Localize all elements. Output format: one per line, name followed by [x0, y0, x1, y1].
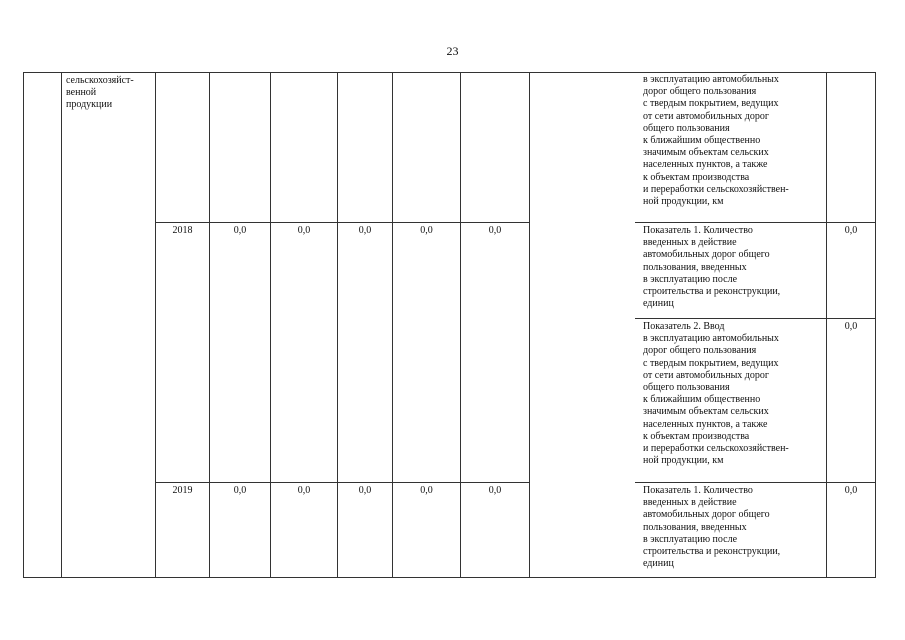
table-border-top — [23, 72, 876, 73]
indicator-text: Показатель 1. Количество введенных в действие автомобильных дорог общего пользования, введенных в эксплуатацию после строительства и реконструкции, единиц — [643, 225, 781, 310]
row-divider — [635, 482, 876, 483]
value-cell: 0,0 — [358, 225, 372, 236]
value-cell: 0,0 — [233, 225, 247, 236]
row-divider — [635, 222, 876, 223]
row-divider — [155, 482, 529, 483]
year-cell: 2019 — [172, 485, 193, 496]
program-table — [23, 72, 876, 578]
value-cell: 0,0 — [233, 485, 247, 496]
indicator-value: 0,0 — [844, 485, 858, 496]
column-divider — [270, 72, 271, 578]
column-divider — [337, 72, 338, 578]
column-divider — [61, 72, 62, 578]
value-cell: 0,0 — [297, 225, 311, 236]
column-divider — [460, 72, 461, 578]
value-cell: 0,0 — [358, 485, 372, 496]
row-divider — [155, 222, 529, 223]
column-divider — [392, 72, 393, 578]
indicator-divider — [635, 318, 876, 319]
column-divider — [529, 72, 530, 578]
table-border-left — [23, 72, 24, 578]
value-cell: 0,0 — [420, 225, 433, 236]
indicator-text: в эксплуатацию автомобильных дорог общего пользования с твердым покрытием, ведущих от сети автомобильных дорог общего пользования к ближайшим общественно значимым объектам сельских населенных пунктов, а также к объектам производства и переработки сельскохозяйствен- ной продукции, км — [643, 74, 789, 208]
value-cell: 0,0 — [488, 485, 502, 496]
event-name-cell: сельскохозяйст- венной продукции — [66, 75, 134, 111]
indicator-text: Показатель 1. Количество введенных в действие автомобильных дорог общего пользования, введенных в эксплуатацию после строительства и реконструкции, единиц — [643, 485, 781, 570]
value-cell: 0,0 — [488, 225, 502, 236]
column-divider — [155, 72, 156, 578]
indicator-text: Показатель 2. Ввод в эксплуатацию автомобильных дорог общего пользования с твердым покрытием, ведущих от сети автомобильных дорог общего пользования к ближайшим общественно значимым объектам сельских населенных пунктов, а также к объектам производства и переработки сельскохозяйствен- ной продукции, км — [643, 321, 789, 467]
page-number: 23 — [446, 44, 459, 58]
indicator-value: 0,0 — [844, 225, 858, 236]
column-divider — [209, 72, 210, 578]
table-border-right — [875, 72, 876, 578]
year-cell: 2018 — [172, 225, 193, 236]
indicator-value: 0,0 — [844, 321, 858, 332]
value-cell: 0,0 — [420, 485, 433, 496]
table-border-bottom — [23, 577, 876, 578]
value-cell: 0,0 — [297, 485, 311, 496]
